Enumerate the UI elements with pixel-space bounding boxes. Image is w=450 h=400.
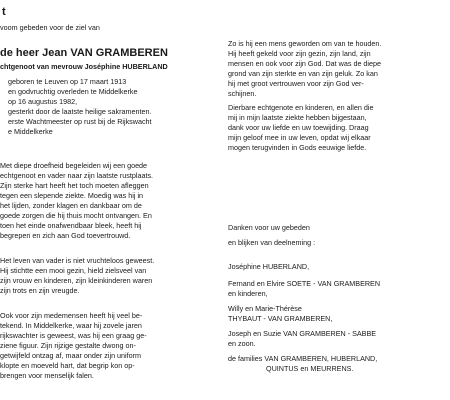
paragraph-line: Hij heeft gekeld voor zijn gezin, zijn land, zijn (228, 49, 371, 58)
paragraph-line: het lijden, zonder klagen en dankbaar om de (0, 201, 142, 210)
family-line: Joséphine HUBERLAND, (228, 262, 310, 271)
bio-line: gesterkt door de laatste heilige sakramenten. (8, 107, 152, 116)
right-panel (228, 0, 450, 400)
paragraph-line: Het leven van vader is niet vruchteloos geweest. (0, 256, 155, 265)
spouse-line: chtgenoot van mevrouw Joséphine HUBERLAND (0, 62, 168, 71)
paragraph-line: grond van zijn sterkte en van zijn geluk. Zo kan (228, 69, 378, 78)
family-line: en zoon. (228, 339, 256, 348)
paragraph-line: brengen voor menselijk falen. (0, 371, 94, 380)
paragraph-line: mogen terugvinden in Gods eeuwige liefde. (228, 143, 367, 152)
paragraph-line: Ook voor zijn medemensen heeft hij veel be- (0, 311, 143, 320)
family-line: QUINTUS en MEURRENS. (266, 364, 354, 373)
family-line: Fernand en Elvire SOETE - VAN GRAMBEREN (228, 279, 381, 288)
paragraph-line: tegen een slepende ziekte. Moedig was hij in (0, 191, 144, 200)
paragraph-line: Zijn sterke hart heeft het toch moeten afleggen (0, 181, 149, 190)
family-line: de families VAN GRAMBEREN, HUBERLAND, (228, 354, 378, 363)
thanks-line: Danken voor uw gebeden (228, 223, 310, 232)
deceased-name: de heer Jean VAN GRAMBEREN (0, 47, 168, 59)
paragraph-line: mij in mijn laatste ziekte hebben bijgestaan, (228, 113, 367, 122)
bio-line: op 16 augustus 1982, (8, 97, 78, 106)
family-line: Willy en Marie-Thérèse (228, 304, 302, 313)
header-letter: t (2, 6, 6, 18)
paragraph-line: Hij stichtte een mooi gezin, hield zielsveel van (0, 266, 147, 275)
paragraph-line: echtgenoot en vader naar zijn laatste rustplaats. (0, 171, 154, 180)
paragraph-line: schijnen. (228, 89, 257, 98)
thanks-line-2: en blijken van deelneming : (228, 238, 316, 247)
family-line: en kinderen, (228, 289, 268, 298)
paragraph-line: rijkswachter is geweest, was hij een graag ge- (0, 331, 147, 340)
paragraph-line: goede zorgen die hij thuis mocht ontvangen. En (0, 211, 152, 220)
family-line: Joseph en Suzie VAN GRAMBEREN - SABBE (228, 329, 377, 338)
paragraph-line: Zo is hij een mens geworden om van te houden. (228, 39, 382, 48)
bio-line: e Middelkerke (8, 127, 53, 136)
paragraph-line: Met diepe droefheid begeleiden wij een goede (0, 161, 148, 170)
paragraph-line: tekend. In Middelkerke, waar hij zovele jaren (0, 321, 142, 330)
paragraph-line: getwijfeld ontzag af, maar onder zijn uniform (0, 351, 142, 360)
left-panel (0, 0, 222, 400)
bio-line: geboren te Leuven op 17 maart 1913 (8, 77, 127, 86)
prayer-intro: voom gebeden voor de ziel van (0, 23, 100, 32)
paragraph-line: hij met groot vertrouwen voor zijn God ver- (228, 79, 364, 88)
paragraph-line: dank voor uw liefde en uw toewijding. Draag (228, 123, 369, 132)
bio-line: en godvruchtig overleden te Middelkerke (8, 87, 138, 96)
paragraph-line: ziene figuur. Zijn rijzige gestalte dwong on- (0, 341, 136, 350)
paragraph-line: klopte en moeveld hart, dat begrip kon op- (0, 361, 135, 370)
paragraph-line: Dierbare echtgenote en kinderen, en allen die (228, 103, 374, 112)
paragraph-line: mijn geloof mee in uw leven, opdat wij elkaar (228, 133, 371, 142)
family-line: THYBAUT - VAN GRAMBEREN, (228, 314, 333, 323)
bio-line: erste Wachtmeester op rust bij de Rijkswacht (8, 117, 152, 126)
paragraph-line: zijn vrouw en kinderen, zijn kleinkinderen waren (0, 276, 153, 285)
paragraph-line: mensen en ook voor zijn God. Dat was de diepe (228, 59, 382, 68)
paragraph-line: zijn trots en zijn vreugde. (0, 286, 80, 295)
paragraph-line: begrepen en zich aan God toevertrouwd. (0, 231, 131, 240)
paragraph-line: toen het einde onafwendbaar bleek, heeft hij (0, 221, 142, 230)
